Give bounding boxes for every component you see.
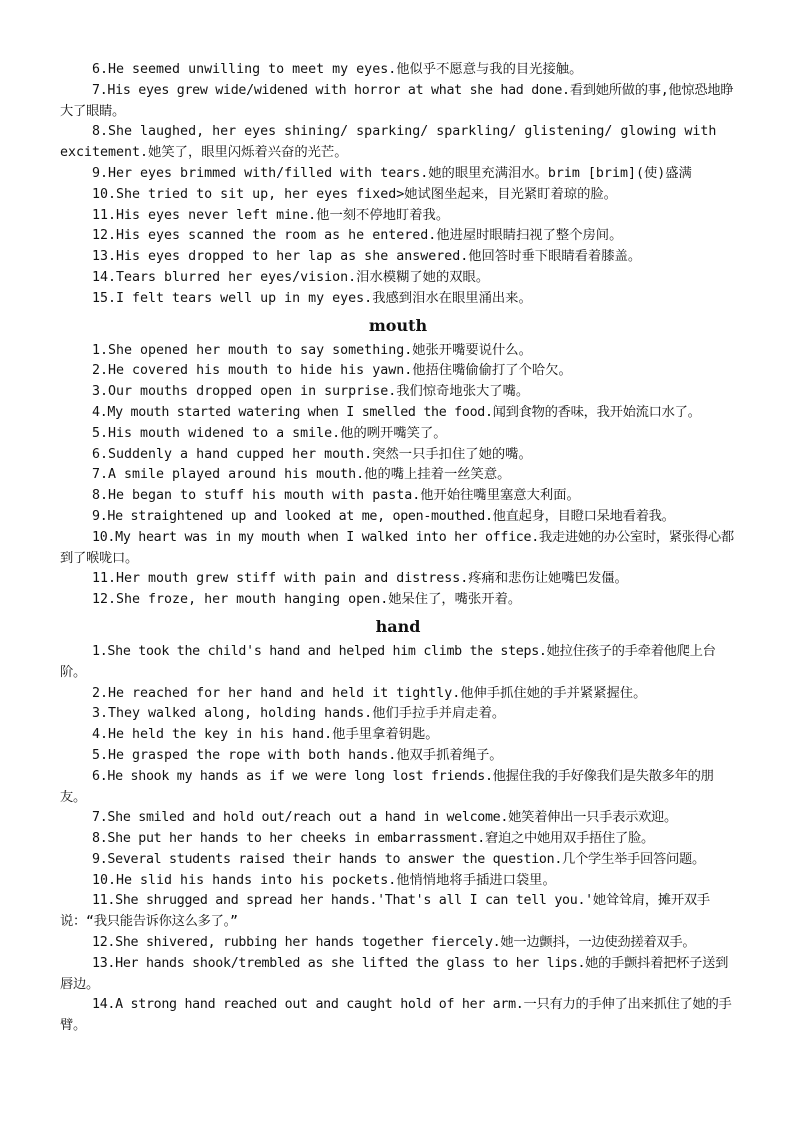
sentence-line: 8.She laughed, her eyes shining/ sparking/ sparkling/ glistening/ glowing with excitement.她笑了，眼里闪烁着兴奋的光芒。 [60,124,717,161]
sentence-line: 11.She shrugged and spread her hands.'That's all I can tell you.'她耸耸肩，摊开双手说：“我只能告诉你这么多了。” [60,893,710,930]
sentence-line: 12.She froze, her mouth hanging open.她呆住了，嘴张开着。 [92,592,522,608]
sentence-line: 7.His eyes grew wide/widened with horror at what she had done.看到她所做的事,他惊恐地睁大了眼睛。 [60,82,734,119]
sentence-line: 11.His eyes never left mine.他一刻不停地盯着我。 [92,207,450,223]
sentence-line: 6.He seemed unwilling to meet my eyes.他似乎不愿意与我的目光接触。 [92,62,583,77]
sentence-line: 3.Our mouths dropped open in surprise.我们惊奇地张大了嘴。 [92,384,530,400]
sentence-line: 8.She put her hands to her cheeks in embarrassment.窘迫之中她用双手捂住了脸。 [92,831,654,847]
sentence-line: 4.He held the key in his hand.他手里拿着钥匙。 [92,727,439,743]
section-heading-mouth: mouth [368,315,428,335]
sentence-line: 3.They walked along, holding hands.他们手拉手并肩走着。 [92,706,506,722]
document-page [60,60,736,1037]
sentence-line: 15.I felt tears well up in my eyes.我感到泪水在眼里涌出来。 [92,290,532,306]
sentence-line: 9.Her eyes brimmed with/filled with tears.她的眼里充满泪水。brim [brim](使)盛满 [92,165,692,181]
sentence-line: 8.He began to stuff his mouth with pasta.他开始往嘴里塞意大利面。 [92,488,580,504]
eyes-sentence-list [60,60,736,310]
sentence-line: 2.He covered his mouth to hide his yawn.他捂住嘴偷偷打了个哈欠。 [92,363,572,379]
sentence-line: 5.He grasped the rope with both hands.他双手抓着绳子。 [92,747,503,763]
sentence-line: 10.He slid his hands into his pockets.他悄悄地将手插进口袋里。 [92,872,556,888]
sentence-line: 7.A smile played around his mouth.他的嘴上挂着一丝笑意。 [92,467,511,483]
sentence-line: 1.She opened her mouth to say something.她张开嘴要说什么。 [92,342,532,358]
sentence-line: 9.He straightened up and looked at me, open-mouthed.他直起身，目瞪口呆地看着我。 [92,508,675,524]
sentence-line: 1.She took the child's hand and helped him climb the steps.她拉住孩子的手牵着他爬上台阶。 [60,643,716,680]
sentence-line: 10.My heart was in my mouth when I walked into her office.我走进她的办公室时，紧张得心都到了喉咙口。 [60,529,734,566]
sentence-line: 12.She shivered, rubbing her hands together fiercely.她一边颤抖，一边使劲搓着双手。 [92,935,696,951]
sentence-line: 10.She tried to sit up, her eyes fixed>她试图坐起来，目光紧盯着琼的脸。 [92,186,617,202]
sentence-line: 6.He shook my hands as if we were long lost friends.他握住我的手好像我们是失散多年的朋友。 [60,768,714,805]
sentence-line: 4.My mouth started watering when I smelled the food.闻到食物的香味，我开始流口水了。 [92,404,701,420]
sentence-line: 11.Her mouth grew stiff with pain and distress.疼痛和悲伤让她嘴巴发僵。 [92,571,628,587]
sentence-line: 12.His eyes scanned the room as he entered.他进屋时眼睛扫视了整个房间。 [92,228,623,244]
sentence-line: 13.His eyes dropped to her lap as she answered.他回答时垂下眼睛看着膝盖。 [92,249,642,265]
sentence-line: 7.She smiled and hold out/reach out a hand in welcome.她笑着伸出一只手表示欢迎。 [92,810,678,826]
sentence-line: 14.Tears blurred her eyes/vision.泪水模糊了她的双眼。 [92,269,490,285]
sentence-line: 9.Several students raised their hands to answer the question.几个学生举手回答问题。 [92,851,705,867]
sentence-line: 2.He reached for her hand and held it tightly.他伸手抓住她的手并紧紧握住。 [92,685,647,701]
section-heading-hand: hand [375,616,421,636]
mouth-sentence-list [60,341,736,611]
sentence-line: 6.Suddenly a hand cupped her mouth.突然一只手扣住了她的嘴。 [92,446,532,462]
hand-sentence-list [60,642,736,1037]
sentence-line: 13.Her hands shook/trembled as she lifted the glass to her lips.她的手颤抖着把杯子送到唇边。 [60,955,729,992]
sentence-line: 14.A strong hand reached out and caught hold of her arm.一只有力的手伸了出来抓住了她的手臂。 [60,997,732,1034]
sentence-line: 5.His mouth widened to a smile.他的咧开嘴笑了。 [92,425,447,441]
